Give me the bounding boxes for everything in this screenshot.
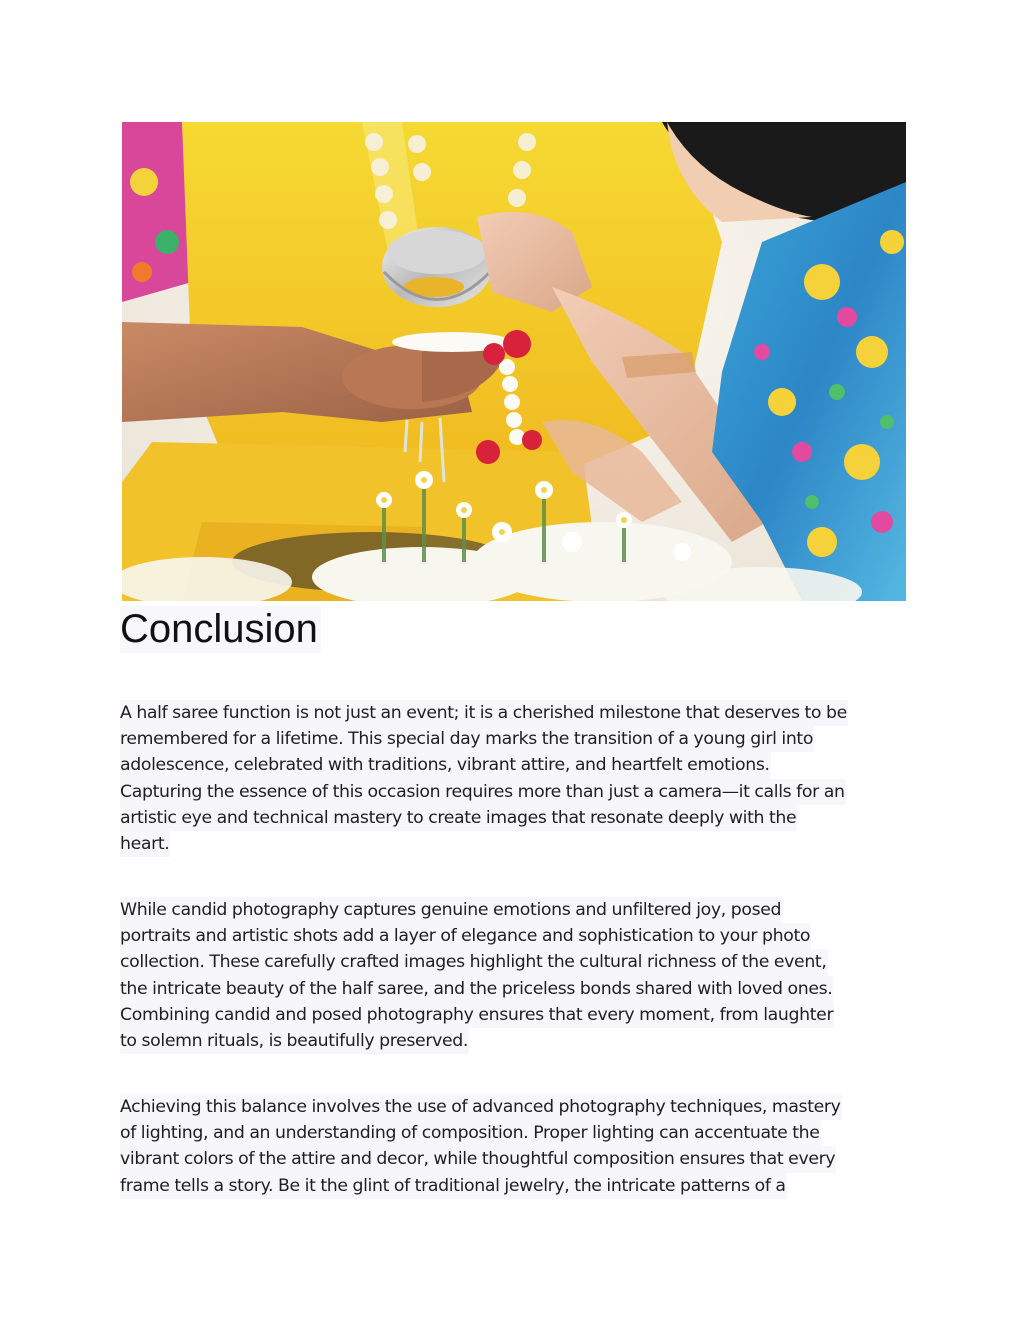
text-line: Combining candid and posed photography ensures that every moment, from laughter xyxy=(120,1002,834,1028)
text-line: Achieving this balance involves the use of advanced photography techniques, mastery xyxy=(120,1094,842,1120)
text-line: artistic eye and technical mastery to create images that resonate deeply with the xyxy=(120,805,797,831)
text-line: of lighting, and an understanding of composition. Proper lighting can accentuate the xyxy=(120,1120,821,1146)
text-line: adolescence, celebrated with traditions, vibrant attire, and heartfelt emotions. xyxy=(120,752,771,778)
text-line: A half saree function is not just an event; it is a cherished milestone that deserves to be xyxy=(120,700,848,726)
text-line: heart. xyxy=(120,831,170,857)
ceremony-photo xyxy=(122,122,906,601)
section-heading: Conclusion xyxy=(120,606,321,653)
text-line: remembered for a lifetime. This special day marks the transition of a young girl into xyxy=(120,726,814,752)
text-line: While candid photography captures genuine emotions and unfiltered joy, posed xyxy=(120,897,782,923)
text-line: vibrant colors of the attire and decor, while thoughtful composition ensures that every xyxy=(120,1146,836,1172)
text-line: portraits and artistic shots add a layer of elegance and sophistication to your photo xyxy=(120,923,811,949)
photo-icon xyxy=(122,122,906,601)
text-line: frame tells a story. Be it the glint of traditional jewelry, the intricate patterns of a xyxy=(120,1173,787,1199)
paragraph-3 xyxy=(120,1094,920,1199)
text-line: the intricate beauty of the half saree, and the priceless bonds shared with loved ones. xyxy=(120,976,833,1002)
text-line: Capturing the essence of this occasion requires more than just a camera—it calls for an xyxy=(120,779,846,805)
text-line: collection. These carefully crafted images highlight the cultural richness of the event, xyxy=(120,949,828,975)
paragraph-1 xyxy=(120,700,920,857)
paragraph-2 xyxy=(120,897,920,1054)
text-line: to solemn rituals, is beautifully preserved. xyxy=(120,1028,469,1054)
